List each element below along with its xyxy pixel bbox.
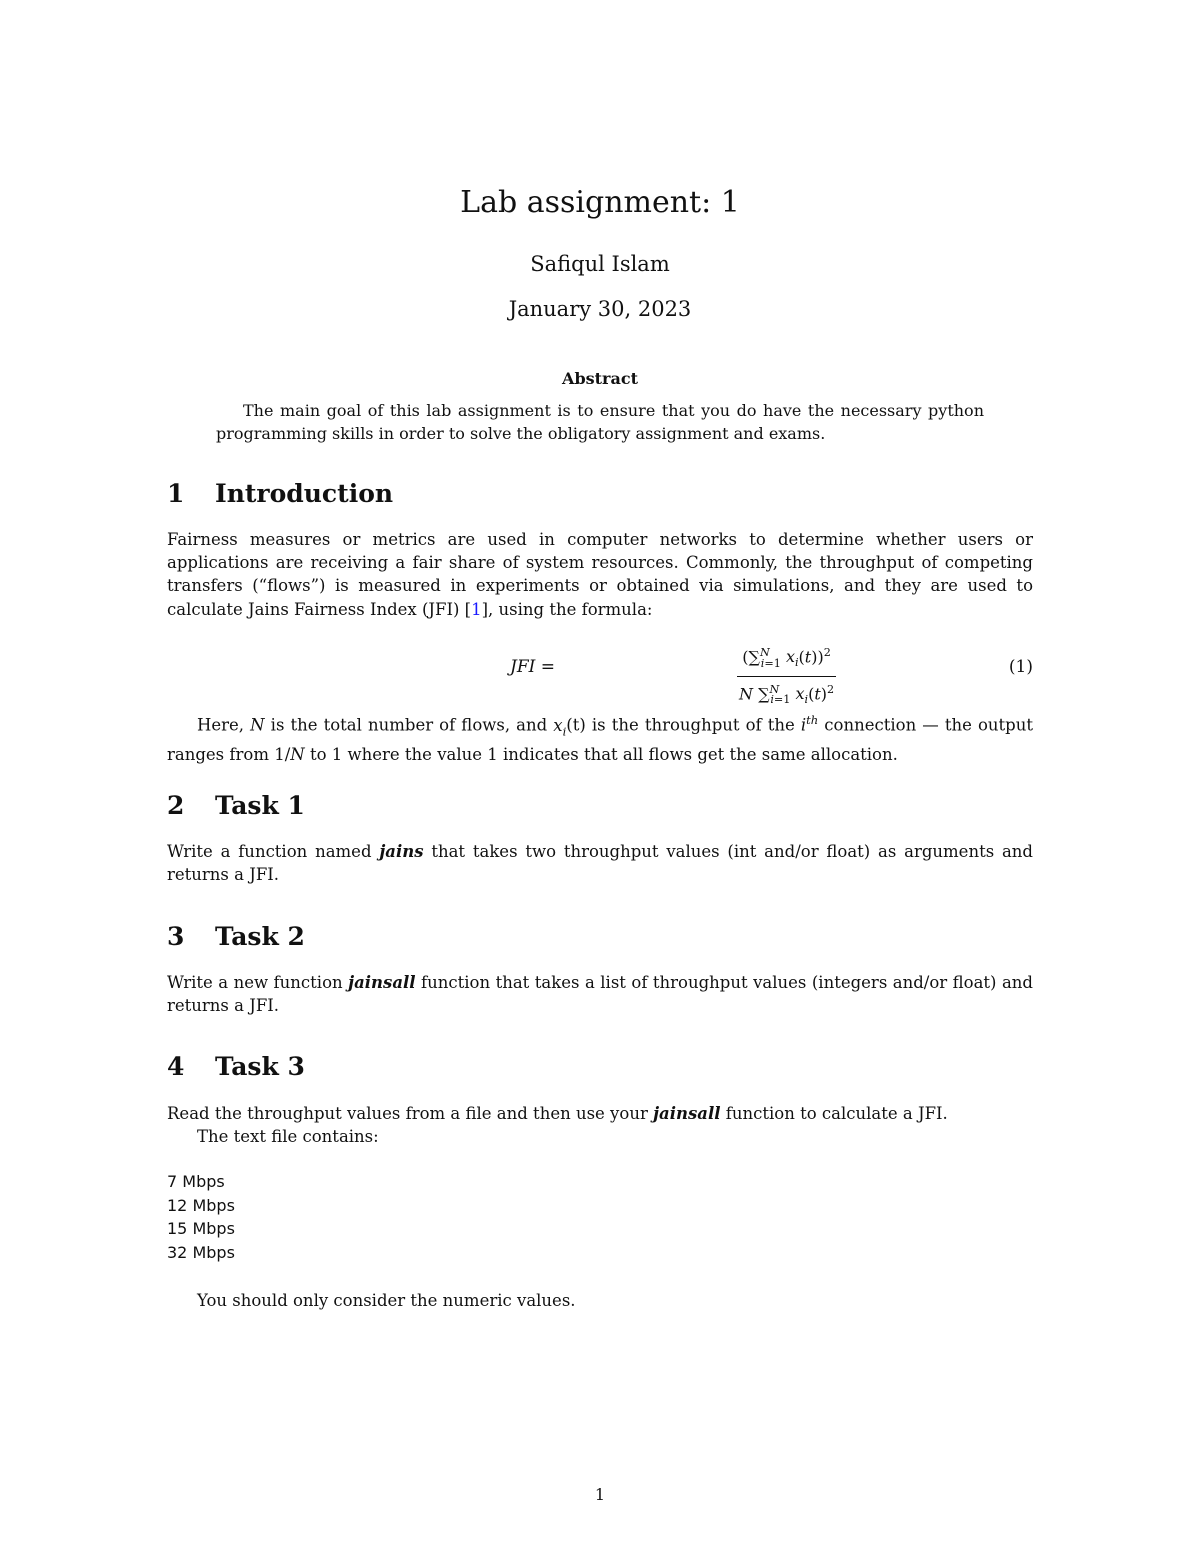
equation-lhs: JFI = bbox=[510, 657, 555, 677]
math-i: i bbox=[800, 715, 807, 735]
section-number: 2 bbox=[167, 791, 185, 820]
math-n: N bbox=[250, 715, 265, 735]
function-name: jainsall bbox=[653, 1104, 721, 1123]
section-heading-task-1 bbox=[167, 790, 305, 822]
text-run: function that takes a list of throughput values (integers and/or float) and returns a JFI. bbox=[167, 973, 1033, 1016]
text-run: Write a new function bbox=[167, 973, 349, 992]
abstract-heading: Abstract bbox=[562, 369, 638, 388]
author-name: Safiqul Islam bbox=[530, 252, 670, 276]
text-run: Read the throughput values from a file and then use your bbox=[167, 1104, 654, 1123]
section-number: 1 bbox=[167, 479, 185, 508]
equation-fraction bbox=[737, 641, 836, 713]
document-title: Lab assignment: 1 bbox=[460, 185, 740, 220]
list-item: 7 Mbps bbox=[167, 1172, 225, 1191]
text-run: that takes two throughput values (int and/or float) as arguments and returns a JFI. bbox=[167, 842, 1033, 885]
section-number: 4 bbox=[167, 1052, 185, 1081]
text-run: is the total number of flows, and bbox=[264, 715, 554, 735]
section-title: Introduction bbox=[215, 479, 394, 508]
math-x-base: x bbox=[553, 715, 563, 735]
jfi-equation bbox=[167, 641, 1033, 707]
section-title: Task 2 bbox=[215, 922, 305, 951]
equation-denominator: N ∑$^N_{i=1}$ $x_i(t)^2$ bbox=[737, 676, 836, 714]
closing-paragraph: You should only consider the numeric values. bbox=[197, 1291, 576, 1310]
text-run: is the throughput of the bbox=[585, 715, 801, 735]
section-title: Task 1 bbox=[215, 791, 305, 820]
math-t: (t) bbox=[566, 715, 586, 735]
section-title: Task 3 bbox=[215, 1052, 305, 1081]
math-n: N bbox=[290, 745, 305, 764]
file-intro: The text file contains: bbox=[197, 1127, 379, 1146]
text-run: function to calculate a JFI. bbox=[720, 1104, 948, 1123]
text-run: to 1 where the value 1 indicates that all flows get the same allocation. bbox=[304, 745, 898, 764]
text-run: Write a function named bbox=[167, 842, 380, 861]
list-item: 15 Mbps bbox=[167, 1219, 235, 1238]
math-x bbox=[553, 715, 567, 738]
section-heading-introduction bbox=[167, 478, 393, 510]
throughput-values-list bbox=[167, 1170, 235, 1264]
intro-text: Fairness measures or metrics are used in computer networks to determine whether users or applications are receiving a fair share of system resources. Commonly, the throughput of competing transfers (“flows”) is measured in experiments or obtained via simulations, and they are used to calculate Jains Fairness Index (JFI) [ bbox=[167, 530, 1033, 619]
list-item: 12 Mbps bbox=[167, 1195, 235, 1215]
math-subscript: i bbox=[562, 723, 567, 738]
section-number: 3 bbox=[167, 922, 185, 951]
intro-paragraph-1 bbox=[167, 528, 1033, 621]
text-run: connection — the output ranges from 1/ bbox=[167, 715, 1033, 764]
intro-paragraph-2 bbox=[167, 709, 1033, 766]
task1-paragraph bbox=[167, 840, 1033, 886]
equation-number: (1) bbox=[1008, 657, 1033, 677]
math-superscript: th bbox=[806, 713, 819, 727]
function-name: jains bbox=[379, 842, 424, 861]
page-number: 1 bbox=[594, 1485, 606, 1504]
function-name: jainsall bbox=[348, 973, 416, 992]
task3-paragraph bbox=[167, 1102, 1033, 1125]
intro-text-end: ], using the formula: bbox=[481, 599, 653, 619]
list-item: 32 Mbps bbox=[167, 1242, 235, 1262]
section-heading-task-3 bbox=[167, 1051, 305, 1083]
text-run: Here, bbox=[197, 715, 251, 735]
citation-link[interactable]: 1 bbox=[471, 599, 482, 619]
document-date: January 30, 2023 bbox=[508, 297, 692, 321]
section-heading-task-2 bbox=[167, 921, 305, 953]
task2-paragraph bbox=[167, 971, 1033, 1017]
equation-numerator: (∑$^N_{i=1}$ $x_i(t))^2$ bbox=[742, 646, 831, 670]
abstract-text: The main goal of this lab assignment is to ensure that you do have the necessary python programming skills in order to solve the obligatory assignment and exams. bbox=[216, 401, 984, 443]
